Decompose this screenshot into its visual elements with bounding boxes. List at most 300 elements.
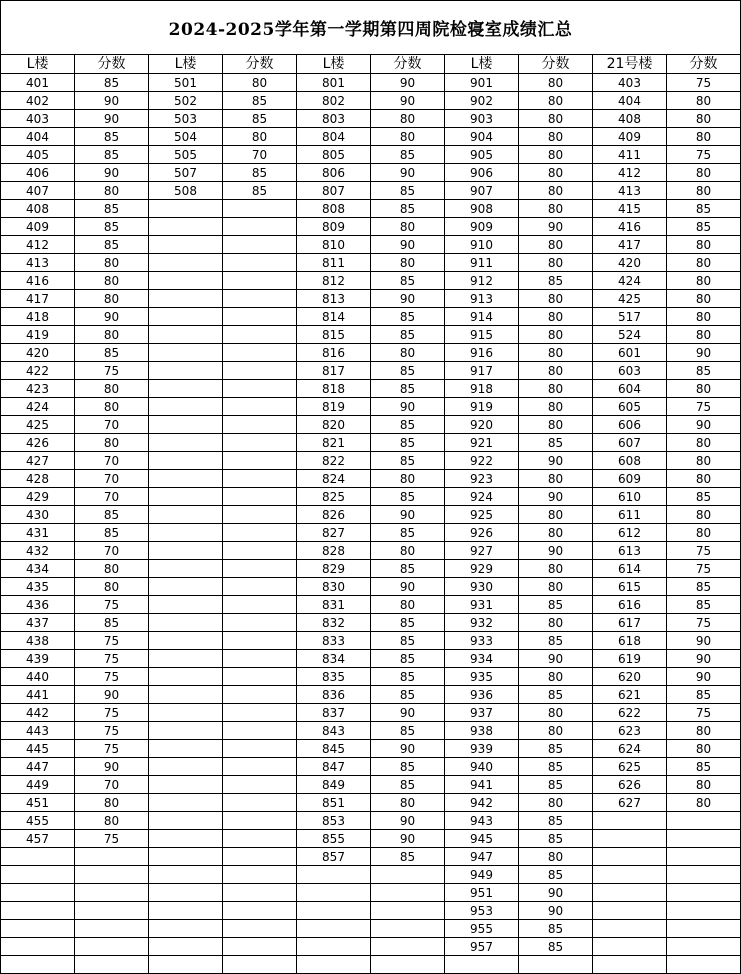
room-cell: 942 (445, 794, 519, 812)
room-cell: 617 (593, 614, 667, 632)
score-cell (223, 452, 297, 470)
score-cell: 80 (667, 164, 741, 182)
score-cell: 90 (371, 740, 445, 758)
room-cell: 605 (593, 398, 667, 416)
table-row (1, 290, 741, 308)
room-cell (149, 308, 223, 326)
room-cell: 627 (593, 794, 667, 812)
room-cell: 935 (445, 668, 519, 686)
score-cell: 80 (519, 290, 593, 308)
room-cell (593, 866, 667, 884)
room-cell: 819 (297, 398, 371, 416)
score-cell: 80 (519, 380, 593, 398)
room-cell: 802 (297, 92, 371, 110)
room-cell: 915 (445, 326, 519, 344)
score-cell: 85 (75, 236, 149, 254)
score-cell: 80 (75, 812, 149, 830)
room-cell: 809 (297, 218, 371, 236)
score-cell: 80 (371, 128, 445, 146)
room-cell (149, 254, 223, 272)
room-cell: 625 (593, 758, 667, 776)
table-row (1, 884, 741, 902)
score-cell (223, 830, 297, 848)
table-row (1, 380, 741, 398)
room-cell (297, 956, 371, 974)
score-cell: 80 (667, 794, 741, 812)
score-cell: 85 (223, 182, 297, 200)
score-cell: 80 (519, 92, 593, 110)
room-cell: 412 (593, 164, 667, 182)
room-cell: 938 (445, 722, 519, 740)
room-cell: 906 (445, 164, 519, 182)
room-cell: 919 (445, 398, 519, 416)
score-cell: 85 (519, 776, 593, 794)
room-cell: 425 (1, 416, 75, 434)
score-cell: 90 (519, 488, 593, 506)
room-cell: 816 (297, 344, 371, 362)
score-cell: 80 (519, 506, 593, 524)
room-cell: 612 (593, 524, 667, 542)
score-cell: 90 (667, 668, 741, 686)
page-title: 2024-2025学年第一学期第四周院检寝室成绩汇总 (1, 1, 741, 55)
room-cell (149, 614, 223, 632)
score-cell: 80 (519, 704, 593, 722)
score-cell: 80 (667, 254, 741, 272)
score-cell: 80 (667, 722, 741, 740)
score-cell: 80 (371, 110, 445, 128)
score-cell: 80 (667, 470, 741, 488)
room-cell: 837 (297, 704, 371, 722)
score-cell: 80 (519, 182, 593, 200)
room-cell: 407 (1, 182, 75, 200)
room-cell: 621 (593, 686, 667, 704)
room-cell: 436 (1, 596, 75, 614)
room-cell: 419 (1, 326, 75, 344)
score-cell: 80 (519, 164, 593, 182)
score-cell: 85 (519, 812, 593, 830)
table-row (1, 956, 741, 974)
room-cell: 931 (445, 596, 519, 614)
score-cell: 90 (75, 686, 149, 704)
room-cell: 524 (593, 326, 667, 344)
room-cell: 624 (593, 740, 667, 758)
room-cell: 814 (297, 308, 371, 326)
room-cell: 849 (297, 776, 371, 794)
room-cell (1, 848, 75, 866)
room-cell: 918 (445, 380, 519, 398)
score-cell (223, 578, 297, 596)
room-cell: 949 (445, 866, 519, 884)
room-cell: 955 (445, 920, 519, 938)
room-cell: 413 (593, 182, 667, 200)
score-cell (223, 254, 297, 272)
score-cell: 80 (75, 272, 149, 290)
score-cell (371, 884, 445, 902)
score-cell (223, 326, 297, 344)
room-cell: 805 (297, 146, 371, 164)
room-cell: 614 (593, 560, 667, 578)
room-cell: 611 (593, 506, 667, 524)
score-cell: 85 (667, 758, 741, 776)
room-cell (593, 956, 667, 974)
room-cell (149, 452, 223, 470)
score-cell: 75 (667, 74, 741, 92)
room-cell: 902 (445, 92, 519, 110)
room-cell: 851 (297, 794, 371, 812)
room-cell: 914 (445, 308, 519, 326)
table-row (1, 740, 741, 758)
score-cell: 80 (519, 560, 593, 578)
score-cell: 75 (667, 398, 741, 416)
score-cell: 90 (519, 884, 593, 902)
room-cell (149, 812, 223, 830)
score-cell: 80 (75, 578, 149, 596)
score-cell: 80 (519, 128, 593, 146)
score-cell: 90 (519, 902, 593, 920)
room-cell: 936 (445, 686, 519, 704)
room-cell: 622 (593, 704, 667, 722)
table-row (1, 686, 741, 704)
score-cell: 85 (371, 146, 445, 164)
score-cell (223, 848, 297, 866)
table-row (1, 650, 741, 668)
score-cell: 75 (667, 614, 741, 632)
room-cell: 404 (593, 92, 667, 110)
score-cell (667, 920, 741, 938)
score-cell: 90 (667, 344, 741, 362)
score-cell: 80 (75, 794, 149, 812)
room-cell: 424 (593, 272, 667, 290)
score-cell (223, 956, 297, 974)
score-cell (223, 416, 297, 434)
room-cell: 405 (1, 146, 75, 164)
room-cell: 449 (1, 776, 75, 794)
room-cell: 426 (1, 434, 75, 452)
score-cell: 85 (371, 488, 445, 506)
score-cell: 75 (667, 146, 741, 164)
room-cell (149, 290, 223, 308)
room-cell: 505 (149, 146, 223, 164)
score-cell: 90 (667, 650, 741, 668)
score-cell: 70 (75, 776, 149, 794)
room-cell (149, 902, 223, 920)
room-cell: 603 (593, 362, 667, 380)
score-cell: 75 (75, 650, 149, 668)
score-cell (223, 794, 297, 812)
room-cell: 908 (445, 200, 519, 218)
table-row (1, 272, 741, 290)
score-cell: 80 (519, 362, 593, 380)
score-cell: 80 (519, 614, 593, 632)
room-cell: 847 (297, 758, 371, 776)
score-cell (75, 866, 149, 884)
score-cell (371, 920, 445, 938)
room-cell: 943 (445, 812, 519, 830)
table-row (1, 434, 741, 452)
score-cell: 85 (667, 578, 741, 596)
score-cell (223, 488, 297, 506)
room-cell: 939 (445, 740, 519, 758)
score-cell: 70 (223, 146, 297, 164)
score-cell: 85 (519, 740, 593, 758)
score-cell: 90 (75, 164, 149, 182)
score-cell: 80 (667, 128, 741, 146)
table-row (1, 344, 741, 362)
room-cell: 503 (149, 110, 223, 128)
score-cell: 85 (371, 560, 445, 578)
room-cell (149, 794, 223, 812)
room-cell: 430 (1, 506, 75, 524)
room-cell (149, 668, 223, 686)
room-cell: 853 (297, 812, 371, 830)
score-cell: 85 (75, 128, 149, 146)
score-cell: 75 (75, 722, 149, 740)
score-cell: 90 (371, 236, 445, 254)
room-cell: 402 (1, 92, 75, 110)
score-cell: 85 (371, 686, 445, 704)
room-cell: 930 (445, 578, 519, 596)
room-cell: 432 (1, 542, 75, 560)
room-cell: 508 (149, 182, 223, 200)
room-cell (1, 956, 75, 974)
table-row (1, 776, 741, 794)
score-cell (667, 884, 741, 902)
score-cell (223, 596, 297, 614)
room-cell: 423 (1, 380, 75, 398)
room-cell: 826 (297, 506, 371, 524)
table-row (1, 920, 741, 938)
score-cell: 80 (75, 398, 149, 416)
score-cell (223, 614, 297, 632)
score-cell: 80 (371, 254, 445, 272)
score-cell (223, 650, 297, 668)
score-cell: 80 (667, 326, 741, 344)
room-cell: 424 (1, 398, 75, 416)
room-cell: 608 (593, 452, 667, 470)
score-cell (223, 740, 297, 758)
room-cell: 834 (297, 650, 371, 668)
score-cell: 85 (667, 362, 741, 380)
table-row (1, 758, 741, 776)
score-cell: 85 (519, 938, 593, 956)
score-cell: 80 (519, 110, 593, 128)
table-row (1, 524, 741, 542)
room-cell: 811 (297, 254, 371, 272)
score-cell: 90 (75, 110, 149, 128)
score-cell (519, 956, 593, 974)
score-cell (667, 902, 741, 920)
room-cell (149, 416, 223, 434)
score-cell: 80 (667, 236, 741, 254)
table-row (1, 362, 741, 380)
room-cell: 803 (297, 110, 371, 128)
score-cell: 90 (519, 218, 593, 236)
score-cell: 90 (371, 704, 445, 722)
room-cell (593, 848, 667, 866)
score-cell: 85 (371, 452, 445, 470)
score-cell: 80 (519, 524, 593, 542)
score-cell: 80 (519, 254, 593, 272)
score-cell (223, 506, 297, 524)
room-cell: 623 (593, 722, 667, 740)
room-cell: 412 (1, 236, 75, 254)
score-cell: 85 (519, 632, 593, 650)
room-cell: 451 (1, 794, 75, 812)
room-cell: 415 (593, 200, 667, 218)
score-cell: 80 (371, 596, 445, 614)
room-cell: 923 (445, 470, 519, 488)
room-cell: 910 (445, 236, 519, 254)
room-cell: 843 (297, 722, 371, 740)
room-cell: 411 (593, 146, 667, 164)
room-cell: 618 (593, 632, 667, 650)
score-cell: 80 (75, 560, 149, 578)
score-cell: 90 (371, 830, 445, 848)
score-cell (371, 938, 445, 956)
score-cell: 80 (667, 776, 741, 794)
score-cell: 70 (75, 470, 149, 488)
score-cell (667, 866, 741, 884)
score-cell: 85 (519, 830, 593, 848)
room-cell: 606 (593, 416, 667, 434)
score-cell: 80 (519, 578, 593, 596)
score-cell (667, 830, 741, 848)
score-cell: 85 (667, 686, 741, 704)
score-cell: 85 (75, 344, 149, 362)
room-cell: 445 (1, 740, 75, 758)
table-row (1, 128, 741, 146)
room-cell (297, 938, 371, 956)
room-cell: 922 (445, 452, 519, 470)
table-row (1, 506, 741, 524)
score-cell (75, 848, 149, 866)
score-cell: 70 (75, 416, 149, 434)
score-cell: 85 (519, 434, 593, 452)
score-cell (223, 362, 297, 380)
room-cell: 832 (297, 614, 371, 632)
room-cell: 435 (1, 578, 75, 596)
room-cell: 806 (297, 164, 371, 182)
score-cell (223, 398, 297, 416)
score-cell: 80 (667, 434, 741, 452)
score-cell: 85 (667, 200, 741, 218)
score-cell: 90 (371, 92, 445, 110)
table-row (1, 596, 741, 614)
score-cell: 85 (371, 272, 445, 290)
score-cell: 85 (371, 380, 445, 398)
score-cell: 85 (519, 920, 593, 938)
score-cell (667, 812, 741, 830)
room-cell: 855 (297, 830, 371, 848)
score-cell (223, 884, 297, 902)
room-cell: 937 (445, 704, 519, 722)
room-cell (1, 938, 75, 956)
room-cell: 408 (593, 110, 667, 128)
room-cell: 810 (297, 236, 371, 254)
room-cell: 941 (445, 776, 519, 794)
score-cell: 80 (75, 254, 149, 272)
room-cell: 428 (1, 470, 75, 488)
header-score: 分数 (519, 55, 593, 74)
room-cell (149, 524, 223, 542)
room-cell: 437 (1, 614, 75, 632)
header-building: 21号楼 (593, 55, 667, 74)
room-cell: 601 (593, 344, 667, 362)
room-cell: 824 (297, 470, 371, 488)
room-cell (297, 866, 371, 884)
header-building: L楼 (1, 55, 75, 74)
room-cell: 416 (1, 272, 75, 290)
table-row (1, 326, 741, 344)
table-row (1, 416, 741, 434)
score-cell: 85 (519, 686, 593, 704)
room-cell: 957 (445, 938, 519, 956)
room-cell: 920 (445, 416, 519, 434)
room-cell: 420 (593, 254, 667, 272)
table-row (1, 938, 741, 956)
room-cell: 604 (593, 380, 667, 398)
score-cell: 85 (223, 92, 297, 110)
room-cell: 609 (593, 470, 667, 488)
score-cell: 80 (371, 344, 445, 362)
room-cell: 417 (1, 290, 75, 308)
room-cell: 932 (445, 614, 519, 632)
room-cell: 457 (1, 830, 75, 848)
room-cell: 607 (593, 434, 667, 452)
score-cell: 80 (519, 200, 593, 218)
room-cell: 904 (445, 128, 519, 146)
score-cell: 90 (75, 308, 149, 326)
room-cell (149, 704, 223, 722)
room-cell: 403 (1, 110, 75, 128)
table-row (1, 254, 741, 272)
table-row (1, 614, 741, 632)
room-cell (149, 218, 223, 236)
score-cell (667, 848, 741, 866)
room-cell: 827 (297, 524, 371, 542)
room-cell: 940 (445, 758, 519, 776)
room-cell: 953 (445, 902, 519, 920)
score-cell: 75 (75, 740, 149, 758)
score-cell (75, 902, 149, 920)
room-cell: 501 (149, 74, 223, 92)
room-cell: 830 (297, 578, 371, 596)
score-cell: 80 (519, 398, 593, 416)
score-cell: 80 (519, 794, 593, 812)
room-cell (149, 848, 223, 866)
score-cell (371, 956, 445, 974)
room-cell (1, 884, 75, 902)
room-cell: 820 (297, 416, 371, 434)
score-cell: 85 (519, 866, 593, 884)
room-cell (297, 920, 371, 938)
header-score: 分数 (667, 55, 741, 74)
room-cell (149, 884, 223, 902)
room-cell: 439 (1, 650, 75, 668)
room-cell: 933 (445, 632, 519, 650)
score-cell: 85 (667, 488, 741, 506)
room-cell: 403 (593, 74, 667, 92)
room-cell: 413 (1, 254, 75, 272)
header-row (1, 55, 741, 74)
score-cell: 80 (223, 128, 297, 146)
room-cell: 845 (297, 740, 371, 758)
room-cell (445, 956, 519, 974)
score-cell: 75 (75, 830, 149, 848)
room-cell: 620 (593, 668, 667, 686)
score-cell: 85 (371, 632, 445, 650)
score-cell: 85 (371, 848, 445, 866)
